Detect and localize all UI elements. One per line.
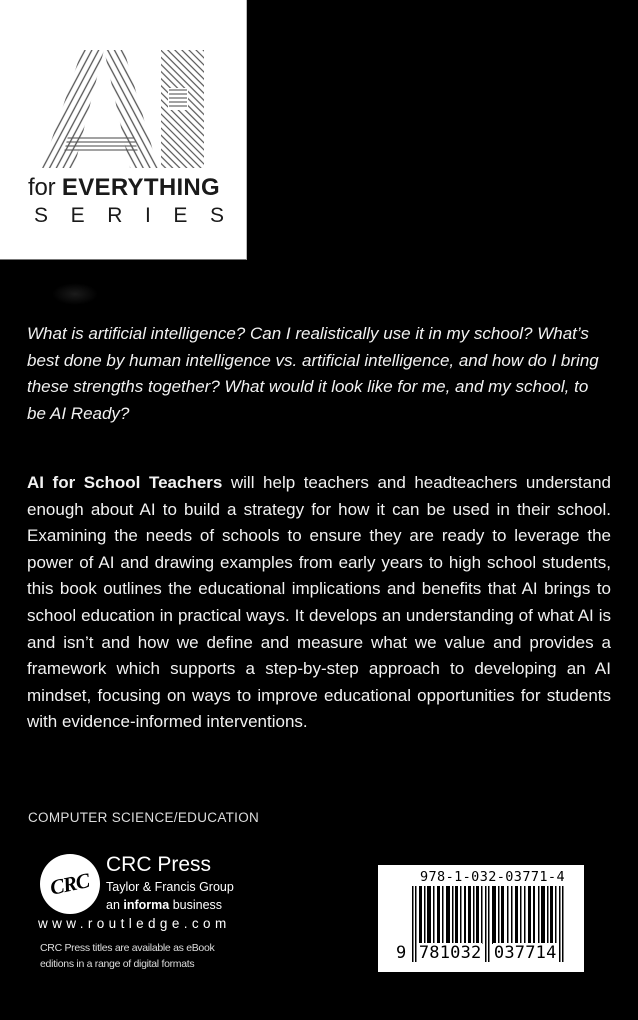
series-everything-word: EVERYTHING (61, 174, 221, 201)
series-letter: S (34, 204, 49, 227)
series-for-word: for (28, 174, 56, 201)
ebook-note: CRC Press titles are available as eBook editions in a range of digital formats (40, 942, 215, 970)
series-letter: E (70, 204, 85, 227)
publisher-url[interactable]: www.routledge.com (38, 916, 231, 931)
series-word (34, 205, 224, 227)
isbn-hyphenated: 978-1-032-03771-4 (420, 869, 565, 885)
print-smudge (52, 283, 98, 305)
series-letter: S (209, 204, 224, 227)
book-description (27, 470, 611, 736)
informa-prefix: an (106, 898, 124, 912)
intro-questions: What is artificial intelligence? Can I realistically use it in my school? What’s best done by human intelligence vs. artificial intelligence, and how do I bring these strengths together? What would it look like for me, and my school, to be AI Ready? (27, 324, 599, 423)
series-logo-panel (0, 0, 247, 260)
book-title: AI for School Teachers (27, 473, 223, 492)
publisher-name: CRC Press (106, 853, 212, 876)
series-letter: E (173, 204, 188, 227)
subject-category: COMPUTER SCIENCE/EDUCATION (28, 810, 260, 825)
isbn-right-group: 037714 (493, 943, 557, 963)
isbn-first-digit: 9 (396, 943, 407, 963)
isbn-digits (395, 943, 558, 963)
crc-logo-icon (40, 854, 100, 914)
crc-logo-text: CRC (48, 867, 92, 900)
series-letter: R (107, 204, 123, 227)
isbn-barcode (378, 865, 584, 972)
description-body: will help teachers and headteachers understand enough about AI to build a strategy for how it can be used in their school. Examining the needs of schools to ensure they are ready to leverage the power of AI and drawing examples from early years to high school students, this book outlines the educational implications and benefits that AI brings to school education in practical ways. It develops an understanding of what AI is and isn’t and how we define and measure what we value and provides a framework which supports a step-by-step approach to developing an AI mindset, focusing on ways to improve educational opportunities for students with evidence-informed interventions. (27, 473, 611, 732)
publisher-group: Taylor & Francis Group (106, 880, 234, 894)
informa-suffix: business (169, 898, 223, 912)
ai-circuit-logo-icon (42, 48, 206, 170)
publisher-informa (106, 898, 222, 913)
informa-word: informa (123, 898, 170, 912)
isbn-left-group: 781032 (418, 943, 482, 963)
series-title (28, 175, 228, 201)
series-letter: I (144, 204, 151, 227)
